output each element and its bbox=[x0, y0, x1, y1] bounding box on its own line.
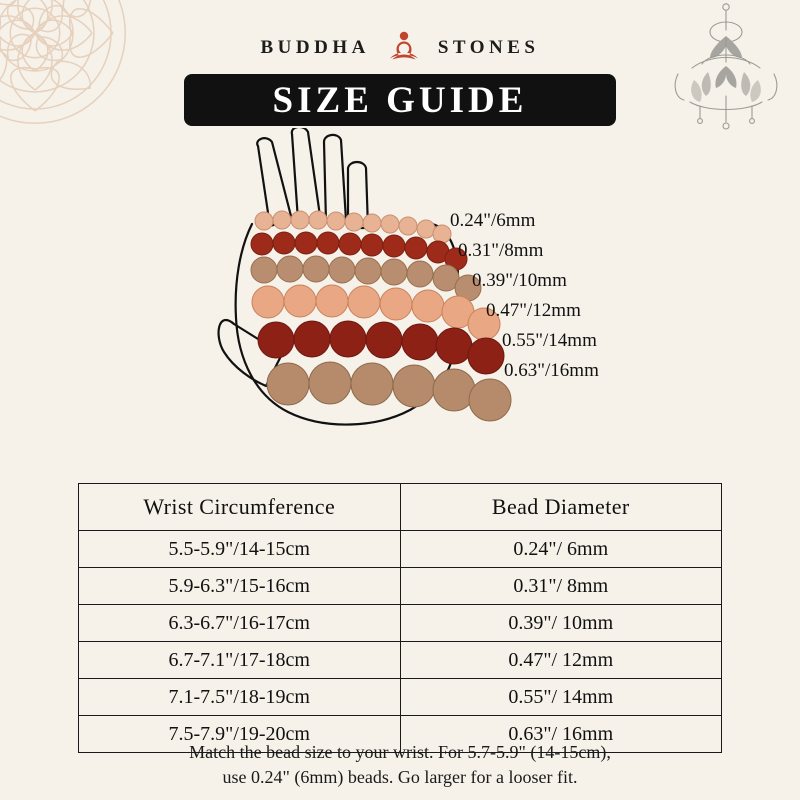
brand-header bbox=[0, 28, 800, 68]
column-header-wrist: Wrist Circumference bbox=[79, 484, 401, 531]
callout-5: 0.63"/16mm bbox=[504, 360, 599, 381]
table-row bbox=[79, 679, 722, 716]
footer-line-1: Match the bead size to your wrist. For 5.7-5.9" (14-15cm), bbox=[189, 742, 611, 762]
size-table bbox=[78, 483, 722, 753]
lotus-ornament-icon bbox=[666, 2, 786, 134]
cell-wrist: 7.1-7.5"/18-19cm bbox=[79, 679, 401, 716]
page-title-text: SIZE GUIDE bbox=[272, 79, 528, 121]
page-title bbox=[184, 74, 616, 126]
table-header-row bbox=[79, 484, 722, 531]
callout-2: 0.39"/10mm bbox=[472, 270, 567, 291]
callout-3: 0.47"/12mm bbox=[486, 300, 581, 321]
cell-wrist: 7.5-7.9"/19-20cm bbox=[79, 716, 401, 753]
brand-left-word: BUDDHA bbox=[260, 37, 370, 58]
callout-4: 0.55"/14mm bbox=[502, 330, 597, 351]
cell-bead: 0.55"/ 14mm bbox=[400, 679, 722, 716]
bead-size-callouts bbox=[446, 206, 696, 386]
cell-wrist: 6.3-6.7"/16-17cm bbox=[79, 605, 401, 642]
table-row bbox=[79, 531, 722, 568]
callout-0: 0.24"/6mm bbox=[450, 210, 536, 231]
cell-wrist: 5.5-5.9"/14-15cm bbox=[79, 531, 401, 568]
callout-1: 0.31"/8mm bbox=[458, 240, 544, 261]
brand-right-word: STONES bbox=[437, 37, 540, 58]
table-row bbox=[79, 642, 722, 679]
table-row bbox=[79, 568, 722, 605]
cell-bead: 0.24"/ 6mm bbox=[400, 531, 722, 568]
cell-bead: 0.63"/ 16mm bbox=[400, 716, 722, 753]
cell-bead: 0.31"/ 8mm bbox=[400, 568, 722, 605]
footer-line-2: use 0.24" (6mm) beads. Go larger for a looser fit. bbox=[222, 767, 578, 787]
cell-bead: 0.39"/ 10mm bbox=[400, 605, 722, 642]
footer-note bbox=[0, 740, 800, 790]
meditating-figure-icon bbox=[384, 28, 424, 68]
table-row bbox=[79, 605, 722, 642]
cell-wrist: 6.7-7.1"/17-18cm bbox=[79, 642, 401, 679]
cell-wrist: 5.9-6.3"/15-16cm bbox=[79, 568, 401, 605]
column-header-bead: Bead Diameter bbox=[400, 484, 722, 531]
cell-bead: 0.47"/ 12mm bbox=[400, 642, 722, 679]
